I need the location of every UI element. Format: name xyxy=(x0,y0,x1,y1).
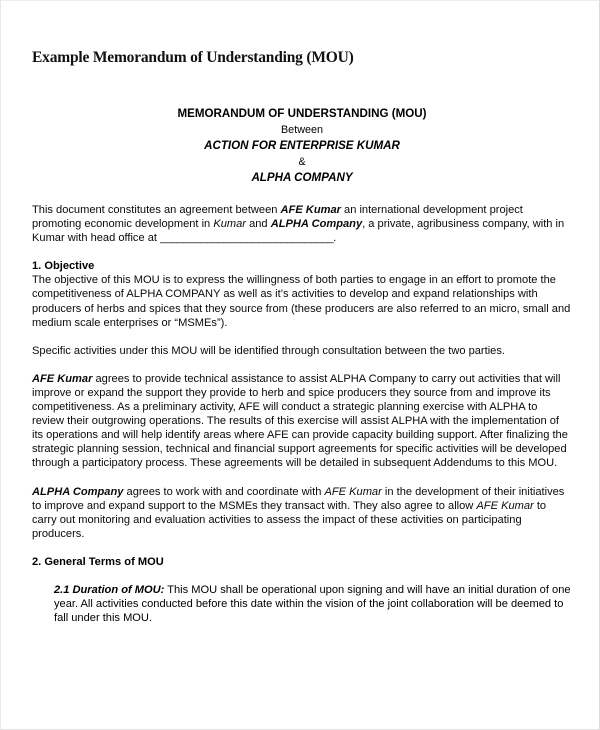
section-1-body-2: Specific activities under this MOU will be identified through consultation between the two parties. xyxy=(32,344,505,357)
section-2-1-label: 2.1 Duration of MOU: xyxy=(54,583,165,596)
intro-place: Kumar xyxy=(213,218,246,231)
spacer xyxy=(32,569,572,583)
alpha-text-2: in the development of their initiatives to improve and expand support to the MSMEs they transact with. They also agree to allow xyxy=(32,485,565,512)
spacer xyxy=(32,541,572,555)
mou-heading-line-2: Between xyxy=(280,124,324,136)
alpha-text-1: agrees to work with and coordinate with xyxy=(123,485,325,498)
intro-party-afe: AFE Kumar xyxy=(280,204,341,216)
spacer xyxy=(32,245,572,259)
intro-party-alpha: ALPHA Company xyxy=(270,218,363,231)
page-title: Example Memorandum of Understanding (MOU) xyxy=(32,49,354,66)
mou-heading-line-1: MEMORANDUM OF UNDERSTANDING (MOU) xyxy=(177,107,427,120)
section-1-body: The objective of this MOU is to express the willingness of both parties to engage in an effort to promote the competitiveness of ALPHA COMPANY as well as it’s activities to develop and expand relationships with producers of herbs and spices that they source from (these producers are also referred to an micro, small and medium scale enterprises or “MSMEs”). xyxy=(32,274,571,329)
mou-heading-line-5: ALPHA COMPANY xyxy=(251,171,353,184)
intro-paragraph xyxy=(32,203,572,245)
spacer xyxy=(32,330,572,344)
spacer xyxy=(32,358,572,372)
intro-text-3: and xyxy=(246,218,271,231)
alpha-paragraph-lead: ALPHA Company xyxy=(32,485,124,498)
section-1-heading: 1. Objective xyxy=(32,260,95,273)
intro-text-2: an international development project promoting economic development in xyxy=(32,204,523,231)
afe-paragraph-lead: AFE Kumar xyxy=(32,372,93,385)
intro-text-4: , a private, agribusiness company, with in Kumar with head office at xyxy=(32,218,565,245)
mou-heading-block xyxy=(32,106,572,186)
alpha-paragraph xyxy=(32,485,572,541)
spacer xyxy=(32,186,572,203)
alpha-ref-afe-1: AFE Kumar xyxy=(324,485,382,498)
section-2-1-paragraph xyxy=(54,583,572,625)
mou-heading-line-3: ACTION FOR ENTERPRISE KUMAR xyxy=(204,139,400,152)
intro-text-5: . xyxy=(333,232,337,245)
section-2-1-body: This MOU shall be operational upon signing and will have an initial duration of one year. All activities conducted before this date within the vision of the joint collaboration will be deemed to fall under this MOU. xyxy=(54,583,571,625)
afe-paragraph-text: agrees to provide technical assistance to assist ALPHA Company to carry out activities that will improve or expand the support they provide to herb and spice producers they source from and improve its competitiveness. As a preliminary activity, AFE will conduct a strategic planning exercise with ALPHA to review their outgrowing operations. The results of this exercise will assist ALPHA with the implementation of its operations and will help identify areas where AFE can provide capacity building support. After finalizing the strategic planning session, technical and financial support agreements for specific activities will be developed through a participatory process. These agreements will be detailed in subsequent Addendums to this MOU. xyxy=(32,372,568,470)
afe-paragraph xyxy=(32,372,572,471)
intro-text-1: This document constitutes an agreement between xyxy=(32,204,281,216)
section-2-heading: 2. General Terms of MOU xyxy=(32,555,164,568)
intro-blank-fill: ______________________________ xyxy=(160,232,334,245)
mou-heading-line-4: & xyxy=(298,156,306,168)
alpha-ref-afe-2: AFE Kumar xyxy=(476,499,534,512)
document-body xyxy=(32,106,572,625)
spacer xyxy=(32,471,572,485)
alpha-text-3: to carry out monitoring and evaluation activities to assess the impact of these activities on participating producers. xyxy=(32,499,547,540)
